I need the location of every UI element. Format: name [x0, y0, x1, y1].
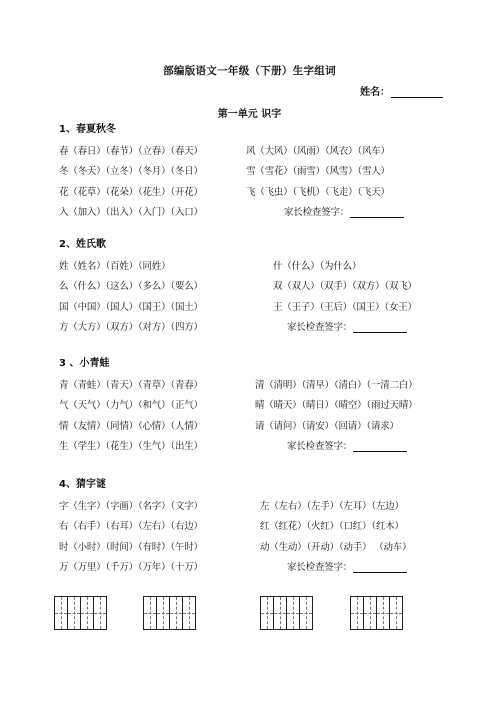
signature-label: 家长检查签字：: [287, 561, 353, 573]
word-row: [59, 559, 449, 579]
grid-cell[interactable]: [350, 596, 364, 630]
grid-cell[interactable]: [182, 596, 196, 630]
signature-blank[interactable]: [353, 441, 407, 452]
word-row: [59, 258, 449, 278]
document-title: 部编版语文一年级（下册）生字组词: [163, 65, 336, 77]
row-right: 王（王子）（王后）（国王）（女王）: [273, 301, 417, 313]
row-left: 花（花草）（花朵）（花生）（开花）: [59, 186, 203, 198]
section-title: 1、春夏秋冬: [59, 124, 116, 135]
row-right: 左（左右）（左手）（左耳）（左边）: [260, 501, 404, 512]
row-left: 情（友情）（同情）（心情）（人情）: [59, 420, 203, 432]
grid-cell[interactable]: [67, 596, 81, 630]
signature-label: 家长检查签字：: [284, 206, 350, 218]
word-row: [59, 518, 449, 538]
row-left: 万（万里）（千万）（万年）（十万）: [59, 561, 203, 573]
parent-signature: [284, 204, 404, 218]
word-row: [59, 438, 449, 458]
word-row: [59, 204, 449, 224]
row-right: 风（大风）（风雨）（风衣）（风车）: [246, 146, 390, 157]
name-blank[interactable]: [391, 86, 443, 98]
grid-cell[interactable]: [80, 596, 94, 630]
row-right: 飞（飞虫）（飞机）（飞走）（飞天）: [246, 186, 390, 198]
word-row: [59, 397, 449, 417]
row-left: 么（什么）（这么）（多么）（要么）: [59, 281, 203, 293]
row-right: 晴（晴天）（晴日）（晴空）（雨过天晴）: [255, 400, 418, 412]
word-row: [59, 539, 449, 559]
row-left: 冬（冬天）（立冬）（冬月）（冬日）: [59, 166, 203, 178]
word-row: [59, 418, 449, 438]
grid-cell[interactable]: [54, 596, 68, 630]
practice-grid[interactable]: [260, 596, 312, 630]
row-left: 时（小时）（时间）（有时）（午时）: [59, 541, 203, 553]
practice-grid[interactable]: [54, 596, 106, 630]
section-4: [59, 478, 449, 579]
row-left: 姓（姓名）（百姓）（同姓）: [59, 261, 171, 272]
word-row: [59, 377, 449, 397]
section-2: [59, 238, 449, 339]
unit-title: 第一单元 识字: [217, 109, 282, 120]
row-left: 气（天气）（力气）（和气）（正气）: [59, 400, 203, 412]
grid-cell[interactable]: [93, 596, 107, 630]
section-3: [59, 357, 449, 458]
grid-cell[interactable]: [169, 596, 183, 630]
grid-cell[interactable]: [273, 596, 287, 630]
signature-label: 家长检查签字：: [287, 321, 353, 333]
word-row: [59, 184, 449, 204]
row-right: 请（请问）（请安）（回请）（请求）: [255, 420, 399, 432]
word-row: [59, 143, 449, 163]
signature-blank[interactable]: [350, 207, 404, 218]
row-left: 生（学生）（花生）（生气）（出生）: [59, 440, 203, 452]
row-left: 春（春日）（春节）（立春）（春天）: [59, 146, 203, 157]
name-field: [360, 83, 443, 98]
row-left: 入（加入）（出入）（入门）（入口）: [59, 206, 203, 218]
word-row: [59, 278, 449, 298]
grid-cell[interactable]: [286, 596, 300, 630]
row-left: 国（中国）（国人）（国王）（国土）: [59, 301, 203, 313]
signature-blank[interactable]: [353, 322, 407, 333]
grid-cell[interactable]: [363, 596, 377, 630]
word-row: [59, 163, 449, 183]
practice-grid[interactable]: [143, 596, 195, 630]
parent-signature: [287, 438, 407, 452]
word-row: [59, 498, 449, 518]
grid-cell[interactable]: [156, 596, 170, 630]
row-right: 动（生动）（开动）（动手） （动车）: [260, 541, 412, 553]
row-left: 方（大方）（双方）（对方）（四方）: [59, 321, 203, 333]
parent-signature: [287, 319, 407, 333]
word-row: [59, 299, 449, 319]
practice-grid[interactable]: [350, 596, 402, 630]
row-left: 青（青蛙）（青天）（青草）（青春）: [59, 380, 203, 391]
section-title: 2、姓氏歌: [59, 239, 106, 250]
section-title: 4、猜字谜: [59, 479, 106, 490]
word-row: [59, 319, 449, 339]
parent-signature: [287, 559, 407, 573]
grid-cell[interactable]: [143, 596, 157, 630]
row-right: 双（双人）（双手）（双方）（双飞）: [273, 281, 417, 293]
row-right: 什（什么）（为什么）: [273, 261, 362, 272]
grid-cell[interactable]: [299, 596, 313, 630]
row-right: 清（清明）（清早）（清白）（一清二白）: [255, 380, 418, 391]
row-right: 雪（雪花）（雨雪）（风雪）（雪人）: [246, 166, 390, 178]
name-label: 姓名：: [360, 87, 390, 98]
grid-cell[interactable]: [376, 596, 390, 630]
signature-blank[interactable]: [353, 562, 407, 573]
row-left: 字（生字）（字画）（名字）（文字）: [59, 501, 203, 512]
row-right: 红（红花）（火红）（口红）（红木）: [260, 521, 404, 533]
section-1: [59, 123, 449, 224]
section-title: 3 、小青蛙: [59, 358, 110, 369]
signature-label: 家长检查签字：: [287, 440, 353, 452]
grid-cell[interactable]: [260, 596, 274, 630]
grid-cell[interactable]: [389, 596, 403, 630]
row-left: 右（右手）（右耳）（左右）（右边）: [59, 521, 203, 533]
